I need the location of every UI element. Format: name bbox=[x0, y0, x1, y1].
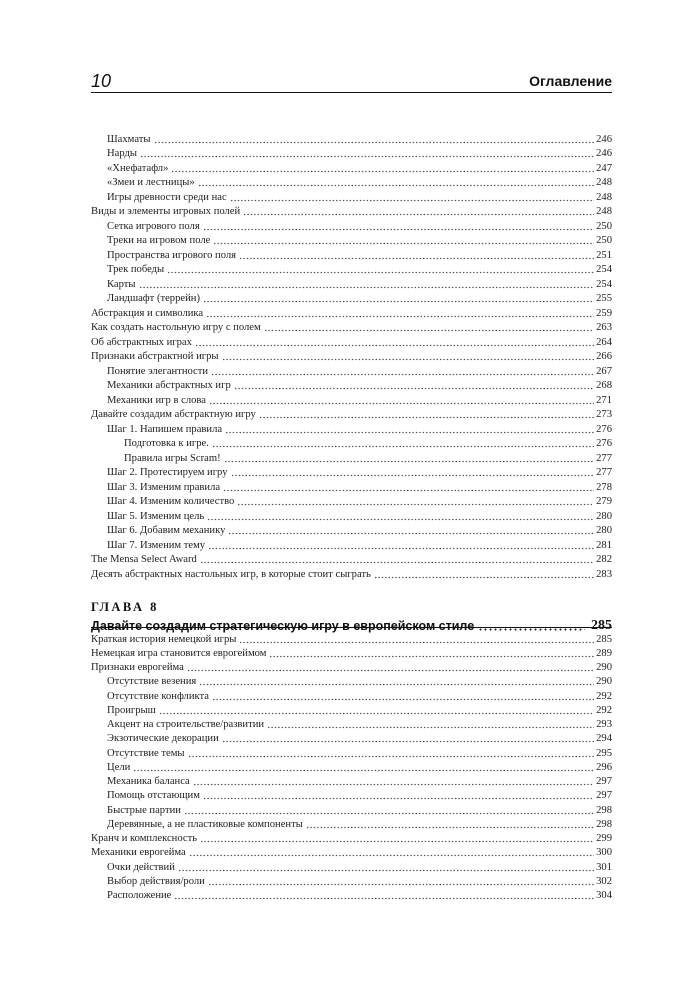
toc-entry-page-number: 302 bbox=[596, 875, 612, 887]
leader-dots bbox=[213, 242, 594, 245]
toc-entry-title: Понятие элегантности bbox=[107, 365, 209, 377]
toc-entry-title: «Хнефатафл» bbox=[107, 162, 169, 174]
leader-dots bbox=[159, 712, 594, 715]
toc-entry-title: Выбор действия/роли bbox=[107, 875, 205, 887]
toc-entry-page-number: 297 bbox=[596, 790, 612, 802]
page-number: 10 bbox=[91, 71, 112, 91]
chapter-title: Давайте создадим стратегическую игру в европейском стиле bbox=[91, 619, 475, 633]
toc-entry[interactable] bbox=[107, 278, 612, 292]
toc-entry-page-number: 276 bbox=[596, 438, 612, 449]
toc-entry-page-number: 280 bbox=[596, 525, 612, 536]
toc-entry-title: Шаг 4. Изменим количество bbox=[107, 496, 235, 507]
leader-dots bbox=[199, 683, 594, 686]
toc-entry-page-number: 273 bbox=[596, 409, 612, 420]
leader-dots bbox=[478, 628, 585, 631]
leader-dots bbox=[228, 532, 594, 535]
toc-entry-title: Механики игр в слова bbox=[107, 394, 206, 406]
toc-entry-title: Карты bbox=[107, 278, 136, 290]
toc-entry-page-number: 289 bbox=[596, 647, 612, 659]
toc-entry[interactable] bbox=[107, 234, 612, 248]
leader-dots bbox=[259, 416, 594, 419]
toc-entry-page-number: 268 bbox=[596, 380, 612, 391]
toc-entry-title: Немецкая игра становится еврогеймом bbox=[91, 647, 267, 659]
toc-entry-title: Механики абстрактных игр bbox=[107, 380, 231, 391]
toc-entry-title: Абстракция и символика bbox=[91, 307, 204, 319]
toc-entry[interactable] bbox=[107, 249, 612, 263]
leader-dots bbox=[154, 141, 595, 144]
toc-entry-title: Об абстрактных играх bbox=[91, 336, 192, 348]
toc-entry-page-number: 280 bbox=[596, 510, 612, 522]
toc-entry-page-number: 277 bbox=[596, 452, 612, 464]
chapter-label: ГЛАВА 8 bbox=[91, 600, 159, 614]
leader-dots bbox=[189, 854, 594, 857]
leader-dots bbox=[234, 387, 594, 390]
toc-entry[interactable] bbox=[91, 832, 612, 846]
toc-entry-page-number: 267 bbox=[596, 365, 612, 377]
toc-entry-page-number: 251 bbox=[596, 249, 612, 261]
toc-entry[interactable] bbox=[107, 365, 612, 379]
toc-entry-title: Подготовка к игре. bbox=[124, 438, 209, 449]
toc-entry-page-number: 296 bbox=[596, 761, 612, 773]
toc-entry-title: Игры древности среди нас bbox=[107, 191, 227, 203]
toc-entry[interactable] bbox=[107, 875, 612, 889]
toc-entry-title: Как создать настольную игру с полем bbox=[91, 322, 261, 333]
toc-entry-page-number: 254 bbox=[596, 278, 612, 290]
toc-entry-title: Быстрые партии bbox=[107, 804, 181, 816]
toc-entry-title: Десять абстрактных настольных игр, в которые стоит сыграть bbox=[91, 568, 371, 580]
leader-dots bbox=[203, 797, 594, 800]
toc-entry-page-number: 250 bbox=[596, 220, 612, 232]
toc-entry[interactable] bbox=[107, 379, 612, 393]
leader-dots bbox=[264, 329, 594, 332]
toc-entry-title: Ландшафт (террейн) bbox=[107, 293, 200, 304]
toc-entry-title: Шаг 3. Изменим правила bbox=[107, 481, 221, 493]
toc-entry-page-number: 301 bbox=[596, 861, 612, 873]
leader-dots bbox=[139, 286, 595, 289]
toc-entry-page-number: 263 bbox=[596, 322, 612, 333]
toc-entry-page-number: 283 bbox=[596, 568, 612, 580]
toc-entry[interactable] bbox=[107, 732, 612, 746]
leader-dots bbox=[200, 840, 594, 843]
toc-entry-page-number: 259 bbox=[596, 307, 612, 319]
toc-entry-title: Деревянные, а не пластиковые компоненты bbox=[107, 818, 303, 830]
toc-entry[interactable] bbox=[91, 307, 612, 321]
toc-entry[interactable] bbox=[91, 321, 612, 335]
toc-entry-page-number: 264 bbox=[596, 336, 612, 348]
toc-entry-title: Признаки еврогейма bbox=[91, 662, 184, 673]
toc-entry-title: «Змеи и лестницы» bbox=[107, 177, 195, 188]
toc-entry-page-number: 297 bbox=[596, 776, 612, 787]
toc-entry-page-number: 295 bbox=[596, 747, 612, 759]
toc-entry-page-number: 276 bbox=[596, 423, 612, 435]
toc-entry-page-number: 298 bbox=[596, 818, 612, 830]
toc-entry-page-number: 281 bbox=[596, 539, 612, 551]
toc-entry-title: Правила игры Scram! bbox=[124, 452, 221, 464]
toc-entry[interactable] bbox=[107, 761, 612, 775]
toc-entry[interactable] bbox=[91, 633, 612, 647]
toc-entry[interactable] bbox=[107, 675, 612, 689]
toc-entry-page-number: 246 bbox=[596, 148, 612, 159]
leader-dots bbox=[222, 358, 595, 361]
toc-entry-page-number: 300 bbox=[596, 847, 612, 859]
toc-entry-title: Шаг 5. Изменим цель bbox=[107, 510, 205, 522]
toc-entry[interactable] bbox=[107, 220, 612, 234]
toc-entry[interactable] bbox=[107, 495, 612, 509]
toc-entry[interactable] bbox=[107, 162, 612, 176]
toc-entry-title: Цели bbox=[107, 761, 131, 773]
leader-dots bbox=[374, 576, 594, 579]
toc-entry-page-number: 266 bbox=[596, 351, 612, 362]
toc-entry-page-number: 304 bbox=[596, 890, 612, 901]
toc-entry[interactable] bbox=[91, 205, 612, 219]
toc-entry[interactable] bbox=[107, 789, 612, 803]
toc-entry-title: Сетка игрового поля bbox=[107, 220, 200, 232]
leader-dots bbox=[140, 155, 594, 158]
toc-entry-title: Виды и элементы игровых полей bbox=[91, 206, 241, 217]
leader-dots bbox=[230, 199, 594, 202]
toc-entry-page-number: 292 bbox=[596, 704, 612, 716]
leader-dots bbox=[223, 489, 594, 492]
toc-entry-title: Проигрыш bbox=[107, 704, 156, 716]
running-title: Оглавление bbox=[529, 73, 612, 89]
toc-entry-title: Трек победы bbox=[107, 264, 165, 275]
toc-entry-page-number: 282 bbox=[596, 554, 612, 565]
toc-entry[interactable] bbox=[107, 818, 612, 832]
leader-dots bbox=[211, 373, 594, 376]
toc-entry-title: Отсутствие везения bbox=[107, 676, 197, 688]
toc-entry-page-number: 293 bbox=[596, 719, 612, 730]
toc-entry[interactable] bbox=[91, 336, 612, 350]
toc-entry-title: Отсутствие конфликта bbox=[107, 690, 209, 702]
toc-entry-title: Помощь отстающим bbox=[107, 790, 200, 802]
toc-entry[interactable] bbox=[107, 133, 612, 147]
toc-entry[interactable] bbox=[107, 423, 612, 437]
leader-dots bbox=[239, 641, 594, 644]
leader-dots bbox=[171, 170, 594, 173]
toc-entry[interactable] bbox=[107, 747, 612, 761]
leader-dots bbox=[206, 315, 594, 318]
leader-dots bbox=[237, 503, 594, 506]
toc-entry-title: Краткая история немецкой игры bbox=[91, 633, 237, 645]
leader-dots bbox=[203, 300, 594, 303]
toc-entry[interactable] bbox=[107, 292, 612, 306]
leader-dots bbox=[198, 184, 594, 187]
chapter-page-number: 285 bbox=[591, 618, 612, 633]
toc-entry[interactable] bbox=[107, 704, 612, 718]
leader-dots bbox=[133, 769, 594, 772]
toc-entry-title: Треки на игровом поле bbox=[107, 235, 211, 246]
toc-entry[interactable] bbox=[124, 452, 612, 466]
leader-dots bbox=[239, 257, 594, 260]
toc-entry-title: Шаг 2. Протестируем игру bbox=[107, 467, 228, 478]
toc-entry[interactable] bbox=[107, 147, 612, 161]
toc-entry-title: Кранч и комплексность bbox=[91, 833, 198, 844]
leader-dots bbox=[195, 344, 594, 347]
leader-dots bbox=[188, 755, 595, 758]
toc-entry[interactable] bbox=[91, 647, 612, 661]
toc-entry-title: Давайте создадим абстрактную игру bbox=[91, 409, 256, 420]
leader-dots bbox=[225, 431, 594, 434]
toc-entry-title: Механика баланса bbox=[107, 776, 190, 787]
chapter-rule bbox=[91, 627, 612, 628]
toc-entry-title: Признаки абстрактной игры bbox=[91, 351, 219, 362]
toc-entry-title: Нарды bbox=[107, 148, 138, 159]
leader-dots bbox=[208, 883, 594, 886]
toc-entry[interactable] bbox=[107, 539, 612, 553]
toc-entry[interactable] bbox=[107, 510, 612, 524]
toc-entry[interactable] bbox=[107, 524, 612, 538]
toc-entry-title: Шаг 7. Изменим тему bbox=[107, 539, 206, 551]
toc-entry-page-number: 292 bbox=[596, 690, 612, 702]
leader-dots bbox=[222, 740, 594, 743]
toc-entry-title: Расположение bbox=[107, 890, 172, 901]
toc-entry[interactable] bbox=[107, 718, 612, 732]
leader-dots bbox=[174, 897, 594, 900]
toc-entry[interactable] bbox=[107, 466, 612, 480]
leader-dots bbox=[184, 812, 594, 815]
leader-dots bbox=[212, 445, 594, 448]
toc-entry[interactable] bbox=[91, 408, 612, 422]
toc-entry[interactable] bbox=[91, 846, 612, 860]
leader-dots bbox=[200, 561, 594, 564]
toc-entry[interactable] bbox=[107, 394, 612, 408]
toc-entry-page-number: 248 bbox=[596, 191, 612, 203]
toc-entry-page-number: 271 bbox=[596, 394, 612, 406]
toc-entry[interactable] bbox=[107, 263, 612, 277]
toc-entry-page-number: 248 bbox=[596, 177, 612, 188]
running-header bbox=[91, 70, 612, 93]
toc-entry[interactable] bbox=[91, 350, 612, 364]
toc-entry-page-number: 248 bbox=[596, 206, 612, 217]
toc-entry[interactable] bbox=[107, 690, 612, 704]
toc-entry-page-number: 255 bbox=[596, 293, 612, 304]
leader-dots bbox=[306, 826, 594, 829]
toc-entry-title: Акцент на строительстве/развитии bbox=[107, 719, 265, 730]
leader-dots bbox=[178, 869, 594, 872]
leader-dots bbox=[224, 460, 594, 463]
toc-entry-title: The Mensa Select Award bbox=[91, 554, 197, 565]
toc-entry-page-number: 285 bbox=[596, 633, 612, 645]
toc-entry-title: Очки действий bbox=[107, 861, 175, 873]
toc-entry-title: Отсутствие темы bbox=[107, 747, 185, 759]
leader-dots bbox=[207, 518, 594, 521]
leader-dots bbox=[243, 213, 594, 216]
toc-entry-page-number: 290 bbox=[596, 662, 612, 673]
leader-dots bbox=[209, 402, 594, 405]
toc-entry-page-number: 254 bbox=[596, 264, 612, 275]
toc-entry[interactable] bbox=[107, 889, 612, 903]
toc-entry-page-number: 278 bbox=[596, 481, 612, 493]
toc-entry[interactable] bbox=[91, 553, 612, 567]
toc-entry[interactable] bbox=[124, 437, 612, 451]
leader-dots bbox=[212, 698, 594, 701]
toc-entry-page-number: 299 bbox=[596, 833, 612, 844]
toc-entry-page-number: 277 bbox=[596, 467, 612, 478]
toc-entry-page-number: 250 bbox=[596, 235, 612, 246]
toc-entry-page-number: 246 bbox=[596, 133, 612, 145]
toc-entry[interactable] bbox=[91, 568, 612, 582]
toc-entry-page-number: 298 bbox=[596, 804, 612, 816]
toc-entry[interactable] bbox=[91, 661, 612, 675]
toc-entry-page-number: 279 bbox=[596, 496, 612, 507]
leader-dots bbox=[167, 271, 594, 274]
toc-entry[interactable] bbox=[107, 481, 612, 495]
toc-entry-page-number: 247 bbox=[596, 162, 612, 174]
toc-entry[interactable] bbox=[107, 176, 612, 190]
leader-dots bbox=[208, 547, 594, 550]
toc-entry-title: Экзотические декорации bbox=[107, 733, 219, 745]
toc-entry[interactable] bbox=[107, 775, 612, 789]
toc-entry[interactable] bbox=[107, 804, 612, 818]
leader-dots bbox=[203, 228, 594, 231]
leader-dots bbox=[269, 655, 594, 658]
toc-entry-title: Шаг 6. Добавим механику bbox=[107, 525, 226, 536]
leader-dots bbox=[193, 783, 594, 786]
toc-entry-title: Пространства игрового поля bbox=[107, 249, 237, 261]
leader-dots bbox=[231, 474, 595, 477]
leader-dots bbox=[187, 669, 594, 672]
leader-dots bbox=[267, 726, 594, 729]
toc-entry-page-number: 290 bbox=[596, 676, 612, 688]
toc-entry-title: Шаг 1. Напишем правила bbox=[107, 423, 223, 435]
toc-entry-title: Шахматы bbox=[107, 133, 151, 145]
toc-entry-page-number: 294 bbox=[596, 733, 612, 745]
toc-entry[interactable] bbox=[107, 861, 612, 875]
toc-entry[interactable] bbox=[107, 191, 612, 205]
toc-entry-title: Механики еврогейма bbox=[91, 847, 186, 859]
